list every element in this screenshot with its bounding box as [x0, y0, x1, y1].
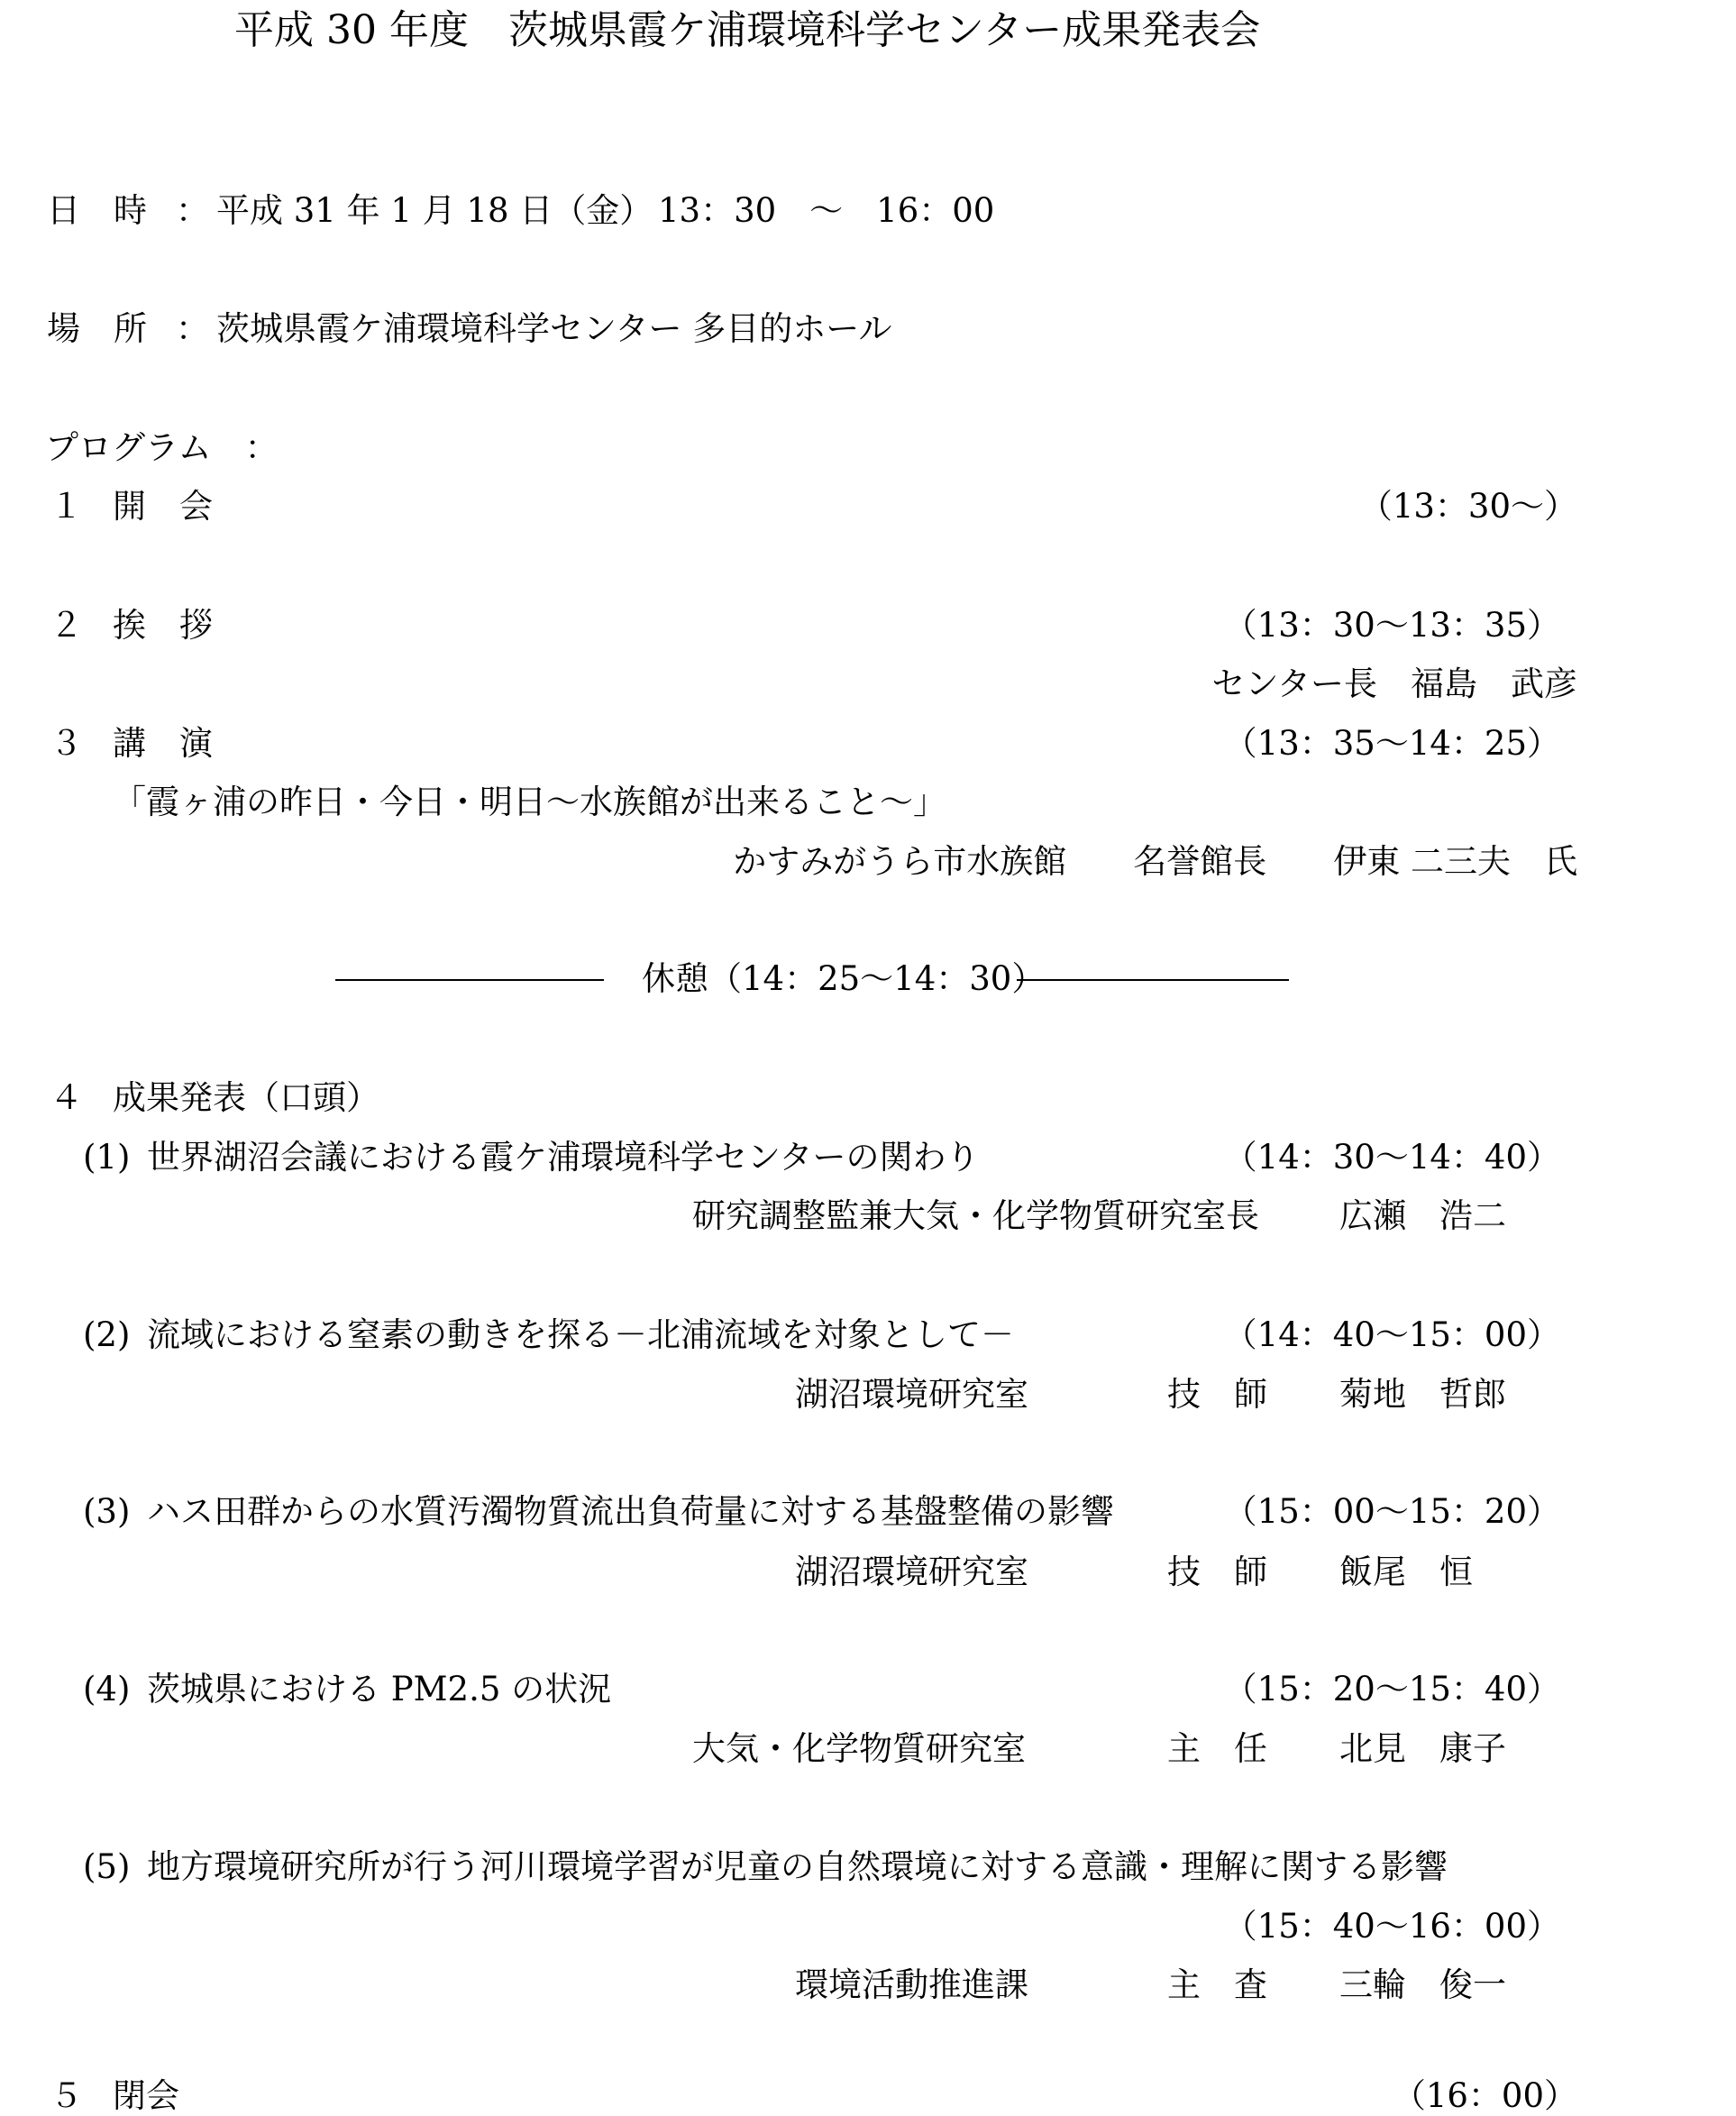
talk-title: 世界湖沼会議における霞ケ浦環境科学センターの関わり: [147, 1138, 980, 1177]
talk-role: 主 任: [1167, 1729, 1267, 1768]
talk-department: 研究調整監兼大気・化学物質研究室長: [692, 1196, 1259, 1235]
break-rule-right: [1017, 979, 1289, 981]
date-label: 日 時: [47, 191, 147, 230]
item-title: 講 演: [113, 724, 213, 763]
item-time: （13：30～）: [1358, 487, 1577, 526]
break-label: 休憩（14：25～14：30）: [642, 959, 1046, 998]
talk-presenter: 広瀬 浩二: [1339, 1196, 1506, 1235]
talk-number: (5): [83, 1847, 131, 1886]
talk-department: 環境活動推進課: [795, 1965, 1028, 2004]
speaker: センター長 福島 武彦: [1211, 664, 1577, 703]
talk-title: ハス田群からの水質汚濁物質流出負荷量に対する基盤整備の影響: [147, 1492, 1114, 1531]
talk-title: 地方環境研究所が行う河川環境学習が児童の自然環境に対する意識・理解に関する影響: [147, 1847, 1448, 1886]
talk-number: (1): [83, 1138, 131, 1177]
talk-number: (2): [83, 1315, 131, 1354]
place-value: 茨城県霞ケ浦環境科学センター 多目的ホール: [216, 309, 892, 348]
break-rule-left: [335, 979, 604, 981]
date-value: 平成 31 年 1 月 18 日（金）: [216, 191, 653, 230]
talk-role: 主 査: [1167, 1965, 1267, 2004]
talk-department: 湖沼環境研究室: [795, 1375, 1028, 1414]
talk-time: （15：40～16：00）: [1223, 1907, 1560, 1946]
talk-time: （14：30～14：40）: [1223, 1138, 1560, 1177]
talk-department: 湖沼環境研究室: [795, 1553, 1028, 1591]
place-label: 場 所: [47, 309, 147, 348]
talk-presenter: 三輪 俊一: [1339, 1965, 1506, 2004]
talk-department: 大気・化学物質研究室: [692, 1729, 1026, 1768]
item-number: ５: [50, 2076, 83, 2115]
talk-presenter: 菊地 哲郎: [1339, 1375, 1506, 1414]
page-title: 平成 30 年度 茨城県霞ケ浦環境科学センター成果発表会: [234, 7, 1261, 53]
item-title: 挨 拶: [113, 606, 213, 645]
talk-time: （15：00～15：20）: [1223, 1492, 1560, 1531]
item-number: ３: [50, 724, 83, 763]
item-time: （13：35～14：25）: [1223, 724, 1560, 763]
item-number: ２: [50, 606, 83, 645]
place-colon: ：: [176, 309, 209, 348]
program-label: プログラム ：: [45, 428, 279, 467]
talk-title: 流域における窒素の動きを探る－北浦流域を対象として－: [147, 1315, 1014, 1354]
talk-title: 茨城県における PM2.5 の状況: [147, 1670, 612, 1708]
item-title: 閉会: [113, 2076, 179, 2115]
lecture-title: 「霞ヶ浦の昨日・今日・明日～水族館が出来ること～」: [113, 783, 946, 821]
talk-time: （15：20～15：40）: [1223, 1670, 1560, 1708]
talk-role: 技 師: [1167, 1553, 1267, 1591]
item-number: ４: [50, 1078, 83, 1117]
item-time: （13：30～13：35）: [1223, 606, 1560, 645]
talk-presenter: 飯尾 恒: [1339, 1553, 1473, 1591]
talk-role: 技 師: [1167, 1375, 1267, 1414]
talk-number: (3): [83, 1492, 131, 1531]
item-title: 開 会: [113, 487, 213, 526]
item-number: １: [50, 487, 83, 526]
talk-time: （14：40～15：00）: [1223, 1315, 1560, 1354]
item-title: 成果発表（口頭）: [113, 1078, 379, 1117]
date-time: 13：30 ～ 16：00: [658, 191, 995, 230]
item-time: （16：00）: [1392, 2076, 1577, 2115]
speaker: かすみがうら市水族館 名誉館長 伊東 二三夫 氏: [733, 842, 1577, 881]
talk-presenter: 北見 康子: [1339, 1729, 1506, 1768]
talk-number: (4): [83, 1670, 131, 1708]
date-colon: ：: [176, 191, 209, 230]
